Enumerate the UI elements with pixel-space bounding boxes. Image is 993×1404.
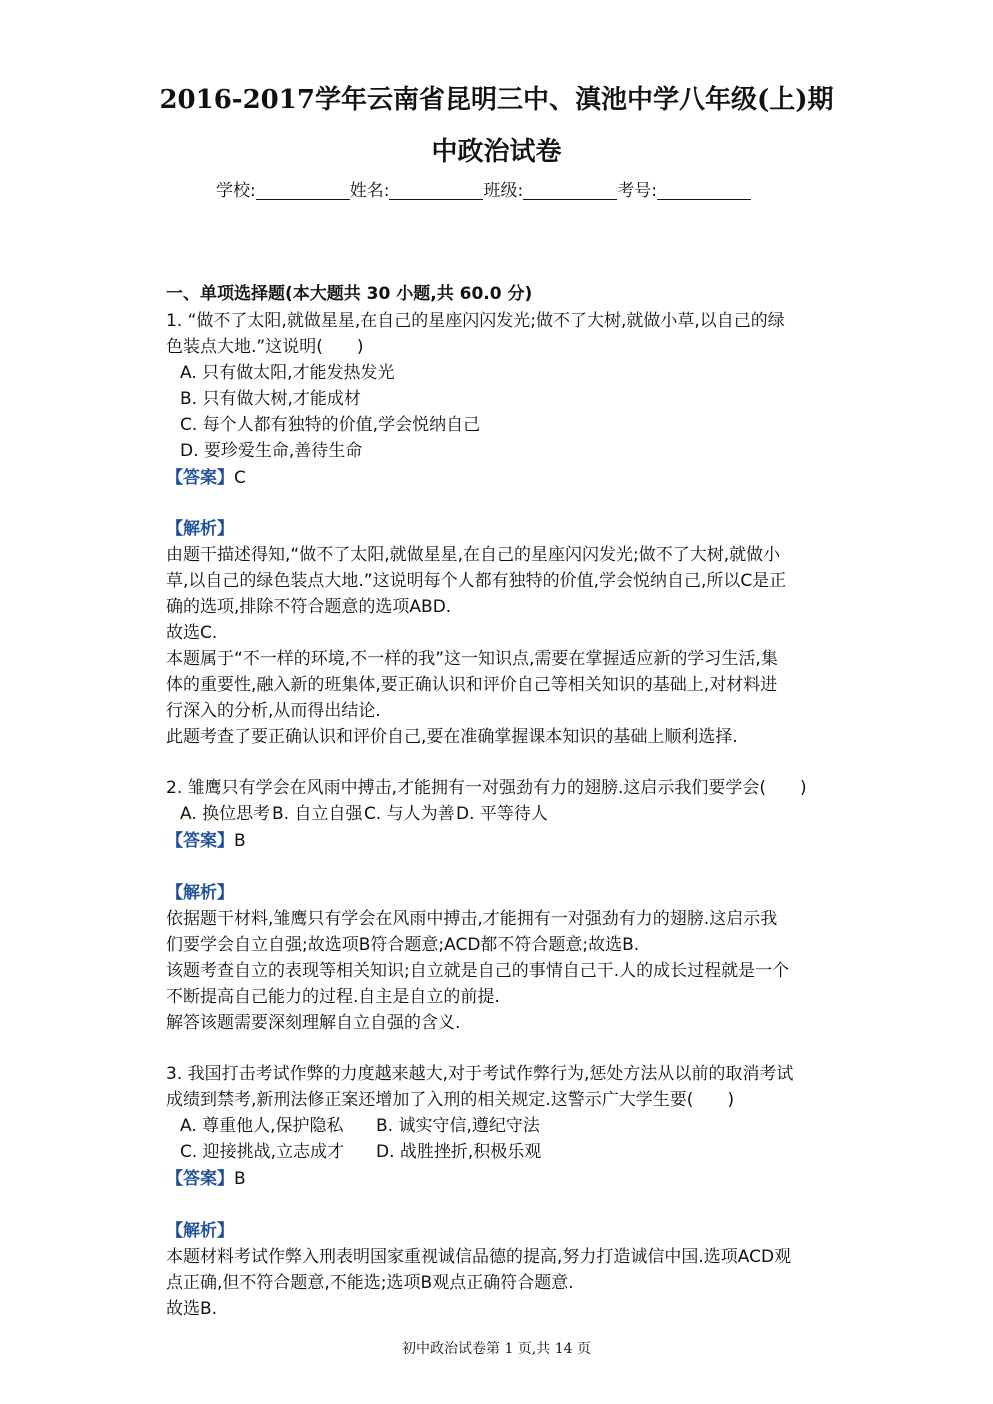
section-heading: 一、单项选择题(本大题共 30 小题,共 60.0 分)	[166, 284, 533, 304]
q3-stem-line1: 3. 我国打击考试作弊的力度越来越大,对于考试作弊行为,惩处方法从以前的取消考试	[166, 1064, 794, 1084]
number-blank	[657, 183, 751, 200]
q3-options-row2	[180, 1141, 541, 1163]
class-blank	[523, 183, 617, 200]
q3-option-d: D. 战胜挫折,积极乐观	[376, 1142, 542, 1162]
number-label: 考号:	[617, 181, 657, 201]
q1-answer-row	[166, 467, 246, 489]
q2-analysis-line1: 依据题干材料,雏鹰只有学会在风雨中搏击,才能拥有一对强劲有力的翅膀.这启示我	[166, 909, 778, 929]
school-label: 学校:	[216, 181, 256, 201]
q2-analysis-line2: 们要学会自立自强;故选项B符合题意;ACD都不符合题意;故选B.	[166, 935, 640, 955]
school-blank	[256, 183, 350, 200]
q3-stem-line2: 成绩到禁考,新刑法修正案还增加了入刑的相关规定.这警示广大学生要( )	[166, 1090, 735, 1110]
q1-option-d: D. 要珍爱生命,善待生命	[180, 441, 363, 461]
exam-title-line1: 2016-2017学年云南省昆明三中、滇池中学八年级(上)期	[159, 85, 834, 115]
q3-answer-value: B	[234, 1169, 246, 1189]
exam-title-line2: 中政治试卷	[431, 137, 562, 167]
q2-stem: 2. 雏鹰只有学会在风雨中搏击,才能拥有一对强劲有力的翅膀.这启示我们要学会( )	[166, 778, 807, 798]
q2-analysis-tag: 【解析】	[166, 883, 234, 903]
q3-analysis-line1: 本题材料考试作弊入刑表明国家重视诚信品德的提高,努力打造诚信中国.选项ACD观	[166, 1247, 792, 1267]
class-label: 班级:	[483, 181, 524, 201]
q3-option-a: A. 尊重他人,保护隐私	[180, 1116, 344, 1136]
q2-option-d: D. 平等待人	[456, 804, 548, 824]
name-blank	[389, 183, 483, 200]
page-footer: 初中政治试卷第 1 页,共 14 页	[402, 1341, 591, 1357]
q2-analysis-line5: 解答该题需要深刻理解自立自强的含义.	[166, 1013, 461, 1033]
q1-option-b: B. 只有做大树,才能成材	[180, 389, 361, 409]
q2-analysis-line3: 该题考查自立的表现等相关知识;自立就是自己的事情自己干.人的成长过程就是一个	[166, 961, 790, 981]
q1-analysis-line1: 由题干描述得知,“做不了太阳,就做星星,在自己的星座闪闪发光;做不了大树,就做小	[166, 545, 781, 565]
q3-answer-tag: 【答案】	[166, 1169, 234, 1189]
student-info-row	[216, 180, 751, 202]
name-label: 姓名:	[349, 181, 390, 201]
q1-analysis-line8: 此题考查了要正确认识和评价自己,要在准确掌握课本知识的基础上顺利选择.	[166, 727, 738, 747]
q3-analysis-tag: 【解析】	[166, 1221, 234, 1241]
q1-stem-line2: 色装点大地.”这说明( )	[166, 337, 364, 357]
q1-analysis-line3: 确的选项,排除不符合题意的选项ABD.	[166, 597, 452, 617]
q3-answer-row	[166, 1168, 246, 1190]
q2-option-b: B. 自立自强	[272, 804, 363, 824]
q3-analysis-line3: 故选B.	[166, 1299, 218, 1319]
q1-option-c: C. 每个人都有独特的价值,学会悦纳自己	[180, 415, 481, 435]
q3-options-row1	[180, 1115, 540, 1137]
q2-answer-row	[166, 830, 246, 852]
q3-analysis-line2: 点正确,但不符合题意,不能选;选项B观点正确符合题意.	[166, 1273, 574, 1293]
q1-analysis-line2: 草,以自己的绿色装点大地.”这说明每个人都有独特的价值,学会悦纳自己,所以C是正	[166, 571, 787, 591]
q2-options-row	[180, 803, 548, 825]
q1-stem-line1: 1. “做不了太阳,就做星星,在自己的星座闪闪发光;做不了大树,就做小草,以自己的绿	[166, 311, 785, 331]
q1-option-a: A. 只有做太阳,才能发热发光	[180, 363, 395, 383]
q2-option-c: C. 与人为善	[364, 804, 455, 824]
q1-analysis-tag: 【解析】	[166, 519, 234, 539]
q2-answer-tag: 【答案】	[166, 831, 234, 851]
q3-option-c: C. 迎接挑战,立志成才	[180, 1142, 345, 1162]
q1-analysis-line7: 行深入的分析,从而得出结论.	[166, 701, 381, 721]
q1-analysis-line4: 故选C.	[166, 623, 218, 643]
q1-analysis-line6: 体的重要性,融入新的班集体,要正确认识和评价自己等相关知识的基础上,对材料进	[166, 675, 778, 695]
q1-analysis-line5: 本题属于“不一样的环境,不一样的我”这一知识点,需要在掌握适应新的学习生活,集	[166, 649, 778, 669]
q2-answer-value: B	[234, 831, 246, 851]
q2-option-a: A. 换位思考	[180, 804, 271, 824]
q2-analysis-line4: 不断提高自己能力的过程.自主是自立的前提.	[166, 987, 500, 1007]
q1-answer-tag: 【答案】	[166, 468, 234, 488]
q1-answer-value: C	[234, 468, 246, 488]
q3-option-b: B. 诚实守信,遵纪守法	[376, 1116, 540, 1136]
